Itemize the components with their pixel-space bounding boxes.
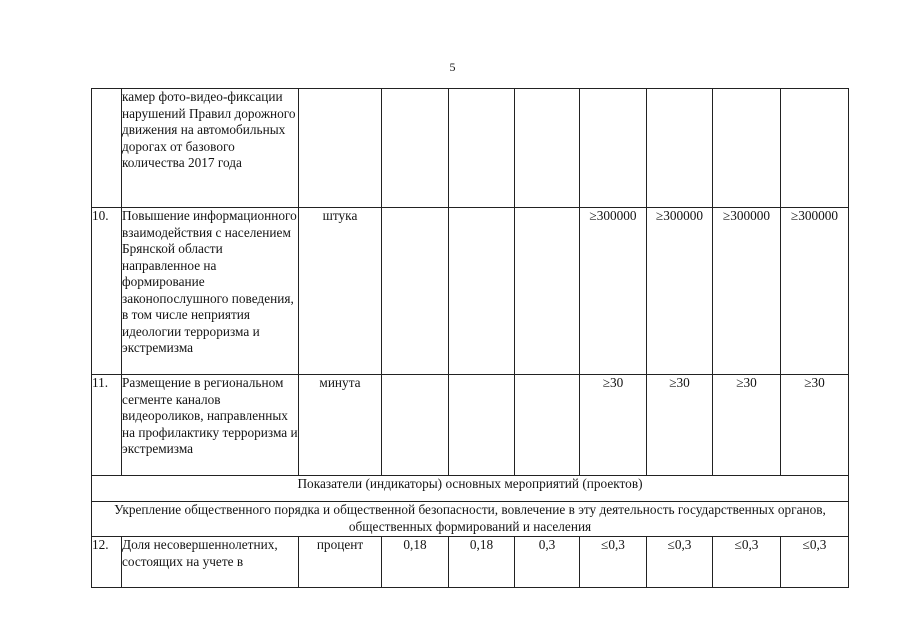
value-cell: ≤0,3 [580, 537, 647, 588]
unit-cell [299, 89, 382, 208]
indicator-name: Размещение в региональном сегменте каналов видеороликов, направленных на профилактику терроризма и экстремизма [122, 375, 299, 476]
unit-cell: штука [299, 208, 382, 375]
value-cell: 0,18 [449, 537, 515, 588]
section-header-row [92, 476, 849, 502]
indicator-name: камер фото-видео-фиксации нарушений Правил дорожного движения на автомобильных дорогах от базового количества 2017 года [122, 89, 299, 208]
indicator-name: Доля несовершеннолетних, состоящих на учете в [122, 537, 299, 588]
table-row [92, 537, 849, 588]
indicators-table [91, 88, 849, 588]
value-cell [382, 89, 449, 208]
value-cell [449, 89, 515, 208]
value-cell: 0,18 [382, 537, 449, 588]
value-cell: ≥30 [647, 375, 713, 476]
value-cell [515, 89, 580, 208]
value-cell [382, 208, 449, 375]
value-cell: ≤0,3 [781, 537, 849, 588]
value-cell [647, 89, 713, 208]
value-cell [449, 208, 515, 375]
value-cell: ≥30 [781, 375, 849, 476]
value-cell [713, 89, 781, 208]
value-cell: 0,3 [515, 537, 580, 588]
row-number: 11. [92, 375, 122, 476]
unit-cell: минута [299, 375, 382, 476]
subsection-header-row [92, 502, 849, 537]
unit-cell: процент [299, 537, 382, 588]
value-cell [382, 375, 449, 476]
value-cell: ≥300000 [580, 208, 647, 375]
value-cell [515, 208, 580, 375]
value-cell [781, 89, 849, 208]
indicator-name: Повышение информационного взаимодействия с населением Брянской области направленное на формирование законопослушного поведения, в том числе неприятия идеологии терроризма и экстремизма [122, 208, 299, 375]
section-header: Показатели (индикаторы) основных мероприятий (проектов) [92, 476, 849, 502]
row-number [92, 89, 122, 208]
value-cell: ≥300000 [781, 208, 849, 375]
value-cell [580, 89, 647, 208]
subsection-header: Укрепление общественного порядка и общественной безопасности, вовлечение в эту деятельность государственных органов, общественных формирований и населения [92, 502, 849, 537]
value-cell: ≤0,3 [647, 537, 713, 588]
table-row [92, 375, 849, 476]
value-cell: ≤0,3 [713, 537, 781, 588]
value-cell: ≥300000 [713, 208, 781, 375]
table-row [92, 89, 849, 208]
value-cell: ≥300000 [647, 208, 713, 375]
row-number: 10. [92, 208, 122, 375]
value-cell: ≥30 [713, 375, 781, 476]
table-row [92, 208, 849, 375]
row-number: 12. [92, 537, 122, 588]
value-cell: ≥30 [580, 375, 647, 476]
value-cell [515, 375, 580, 476]
page-number: 5 [449, 60, 456, 74]
value-cell [449, 375, 515, 476]
